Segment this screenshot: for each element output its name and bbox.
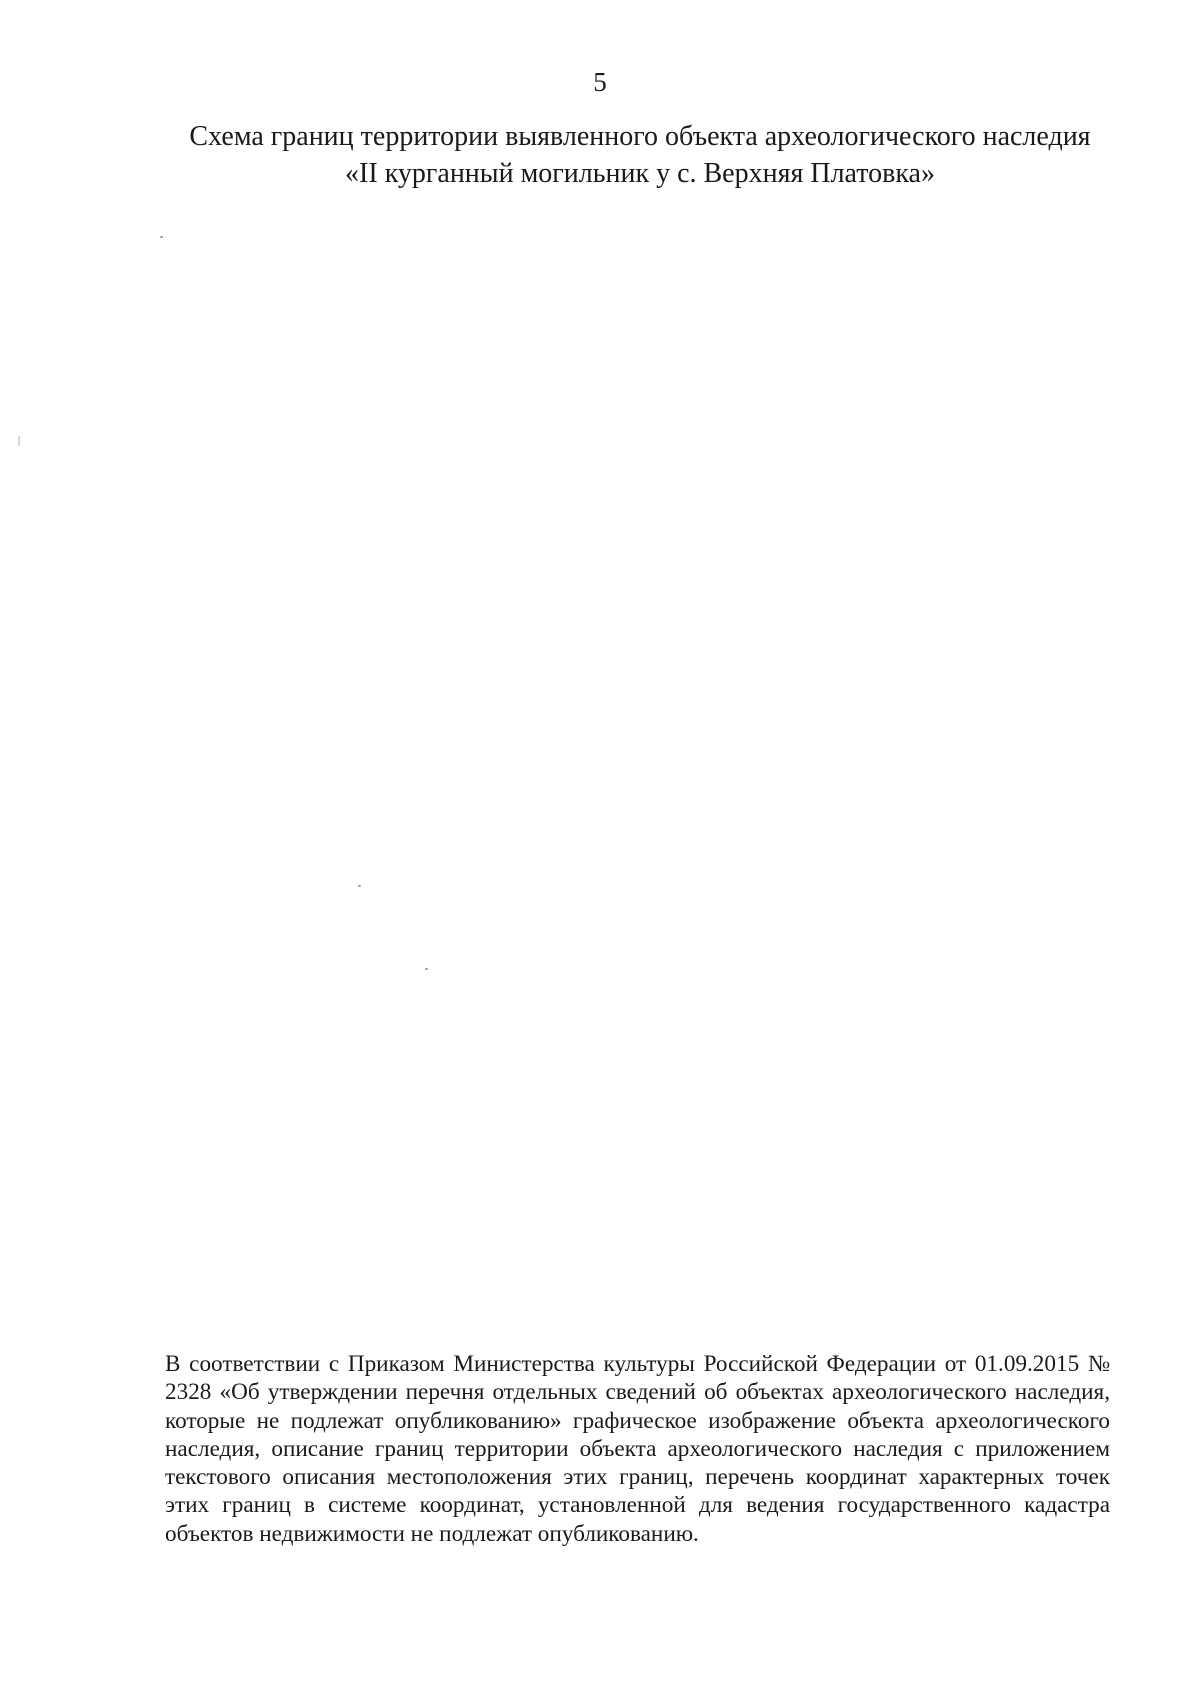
title-line-2: «II курганный могильник у с. Верхняя Платовка» — [345, 158, 935, 189]
scan-speck — [358, 885, 361, 887]
scan-speck — [160, 236, 163, 238]
publication-notice: В соответствии с Приказом Министерства культуры Российской Федерации от 01.09.2015 № 2328 «Об утверждении перечня отдельных сведений об объектах археологического наследия, которые не подлежат опубликованию» графическое изображение объекта археологического наследия, описание границ территории объекта археологического наследия с приложением текстового описания местоположения этих границ, перечень координат характерных точек этих границ в системе координат, установленной для ведения государственного кадастра объектов недвижимости не подлежат опубликованию. — [165, 1351, 1110, 1547]
title-line-1: Схема границ территории выявленного объекта археологического наследия — [189, 121, 1091, 152]
scan-speck — [18, 436, 20, 446]
document-title — [150, 118, 1130, 192]
scan-speck — [425, 968, 428, 970]
page-number: 5 — [593, 67, 607, 97]
